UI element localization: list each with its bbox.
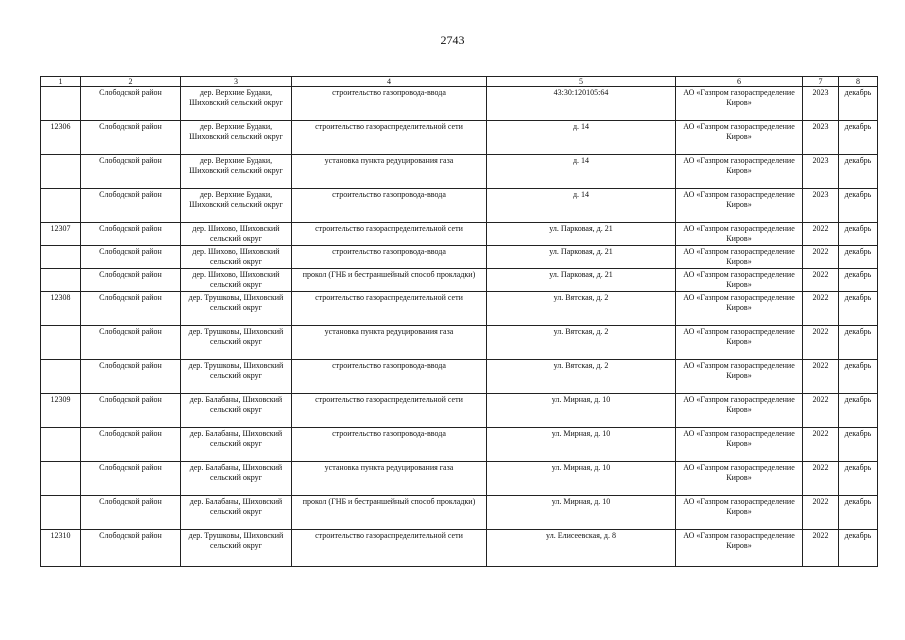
- district-cell: Слободской район: [81, 360, 181, 394]
- address-cell: ул. Парковая, д. 21: [487, 246, 676, 269]
- year-cell: 2022: [803, 394, 839, 428]
- table-row: [41, 360, 878, 394]
- organization-cell: АО «Газпром газораспределение Киров»: [676, 292, 803, 326]
- row-number-cell: 12310: [41, 530, 81, 567]
- work-type-cell: установка пункта редуцирования газа: [292, 462, 487, 496]
- row-number-cell: [41, 326, 81, 360]
- district-cell: Слободской район: [81, 496, 181, 530]
- month-cell: декабрь: [839, 394, 878, 428]
- table-row: [41, 428, 878, 462]
- year-cell: 2022: [803, 428, 839, 462]
- table-row: [41, 223, 878, 246]
- district-cell: Слободской район: [81, 292, 181, 326]
- year-cell: 2022: [803, 360, 839, 394]
- header-cell-7: 7: [803, 77, 839, 87]
- work-type-cell: строительство газораспределительной сети: [292, 394, 487, 428]
- district-cell: Слободской район: [81, 121, 181, 155]
- table-row: [41, 292, 878, 326]
- table-row: [41, 155, 878, 189]
- month-cell: декабрь: [839, 87, 878, 121]
- settlement-cell: дер. Трушковы, Шиховский сельский округ: [181, 292, 292, 326]
- year-cell: 2022: [803, 462, 839, 496]
- month-cell: декабрь: [839, 360, 878, 394]
- table-row: [41, 496, 878, 530]
- row-number-cell: 12307: [41, 223, 81, 246]
- work-type-cell: строительство газопровода-ввода: [292, 189, 487, 223]
- work-type-cell: строительство газопровода-ввода: [292, 246, 487, 269]
- month-cell: декабрь: [839, 428, 878, 462]
- month-cell: декабрь: [839, 223, 878, 246]
- header-cell-1: 1: [41, 77, 81, 87]
- month-cell: декабрь: [839, 269, 878, 292]
- table-row: [41, 121, 878, 155]
- year-cell: 2023: [803, 189, 839, 223]
- row-number-cell: [41, 496, 81, 530]
- year-cell: 2022: [803, 326, 839, 360]
- row-number-cell: 12308: [41, 292, 81, 326]
- month-cell: декабрь: [839, 246, 878, 269]
- year-cell: 2023: [803, 155, 839, 189]
- table-row: [41, 462, 878, 496]
- district-cell: Слободской район: [81, 155, 181, 189]
- address-cell: ул. Вятская, д. 2: [487, 326, 676, 360]
- work-type-cell: установка пункта редуцирования газа: [292, 326, 487, 360]
- district-cell: Слободской район: [81, 223, 181, 246]
- organization-cell: АО «Газпром газораспределение Киров»: [676, 121, 803, 155]
- address-cell: ул. Мирная, д. 10: [487, 496, 676, 530]
- settlement-cell: дер. Верхние Будаки, Шиховский сельский округ: [181, 155, 292, 189]
- organization-cell: АО «Газпром газораспределение Киров»: [676, 394, 803, 428]
- settlement-cell: дер. Шихово, Шиховский сельский округ: [181, 223, 292, 246]
- district-cell: Слободской район: [81, 326, 181, 360]
- data-table: [40, 76, 878, 567]
- settlement-cell: дер. Верхние Будаки, Шиховский сельский округ: [181, 87, 292, 121]
- table-row: [41, 530, 878, 567]
- settlement-cell: дер. Трушковы, Шиховский сельский округ: [181, 360, 292, 394]
- organization-cell: АО «Газпром газораспределение Киров»: [676, 326, 803, 360]
- work-type-cell: строительство газораспределительной сети: [292, 292, 487, 326]
- table-header-row: [41, 77, 878, 87]
- work-type-cell: прокол (ГНБ и бестраншейный способ прокладки): [292, 496, 487, 530]
- district-cell: Слободской район: [81, 428, 181, 462]
- table-row: [41, 326, 878, 360]
- work-type-cell: строительство газопровода-ввода: [292, 360, 487, 394]
- month-cell: декабрь: [839, 292, 878, 326]
- address-cell: ул. Вятская, д. 2: [487, 292, 676, 326]
- header-cell-8: 8: [839, 77, 878, 87]
- address-cell: д. 14: [487, 155, 676, 189]
- organization-cell: АО «Газпром газораспределение Киров»: [676, 462, 803, 496]
- row-number-cell: [41, 155, 81, 189]
- organization-cell: АО «Газпром газораспределение Киров»: [676, 246, 803, 269]
- address-cell: д. 14: [487, 121, 676, 155]
- settlement-cell: дер. Балабаны, Шиховский сельский округ: [181, 462, 292, 496]
- year-cell: 2022: [803, 530, 839, 567]
- row-number-cell: 12306: [41, 121, 81, 155]
- row-number-cell: [41, 428, 81, 462]
- settlement-cell: дер. Трушковы, Шиховский сельский округ: [181, 530, 292, 567]
- address-cell: 43:30:120105:64: [487, 87, 676, 121]
- header-cell-3: 3: [181, 77, 292, 87]
- work-type-cell: строительство газопровода-ввода: [292, 428, 487, 462]
- district-cell: Слободской район: [81, 87, 181, 121]
- settlement-cell: дер. Балабаны, Шиховский сельский округ: [181, 394, 292, 428]
- organization-cell: АО «Газпром газораспределение Киров»: [676, 223, 803, 246]
- organization-cell: АО «Газпром газораспределение Киров»: [676, 428, 803, 462]
- year-cell: 2023: [803, 87, 839, 121]
- organization-cell: АО «Газпром газораспределение Киров»: [676, 530, 803, 567]
- address-cell: ул. Елисеевская, д. 8: [487, 530, 676, 567]
- settlement-cell: дер. Трушковы, Шиховский сельский округ: [181, 326, 292, 360]
- table-row: [41, 394, 878, 428]
- row-number-cell: [41, 462, 81, 496]
- row-number-cell: [41, 246, 81, 269]
- month-cell: декабрь: [839, 530, 878, 567]
- address-cell: ул. Парковая, д. 21: [487, 223, 676, 246]
- address-cell: ул. Мирная, д. 10: [487, 394, 676, 428]
- organization-cell: АО «Газпром газораспределение Киров»: [676, 87, 803, 121]
- district-cell: Слободской район: [81, 394, 181, 428]
- year-cell: 2022: [803, 496, 839, 530]
- table-row: [41, 87, 878, 121]
- address-cell: ул. Мирная, д. 10: [487, 428, 676, 462]
- settlement-cell: дер. Балабаны, Шиховский сельский округ: [181, 428, 292, 462]
- month-cell: декабрь: [839, 155, 878, 189]
- header-cell-6: 6: [676, 77, 803, 87]
- month-cell: декабрь: [839, 496, 878, 530]
- year-cell: 2022: [803, 246, 839, 269]
- district-cell: Слободской район: [81, 189, 181, 223]
- year-cell: 2022: [803, 269, 839, 292]
- work-type-cell: строительство газопровода-ввода: [292, 87, 487, 121]
- address-cell: ул. Вятская, д. 2: [487, 360, 676, 394]
- year-cell: 2022: [803, 223, 839, 246]
- work-type-cell: установка пункта редуцирования газа: [292, 155, 487, 189]
- row-number-cell: 12309: [41, 394, 81, 428]
- organization-cell: АО «Газпром газораспределение Киров»: [676, 269, 803, 292]
- table-row: [41, 269, 878, 292]
- organization-cell: АО «Газпром газораспределение Киров»: [676, 360, 803, 394]
- settlement-cell: дер. Верхние Будаки, Шиховский сельский округ: [181, 121, 292, 155]
- year-cell: 2022: [803, 292, 839, 326]
- header-cell-5: 5: [487, 77, 676, 87]
- month-cell: декабрь: [839, 189, 878, 223]
- district-cell: Слободской район: [81, 530, 181, 567]
- settlement-cell: дер. Шихово, Шиховский сельский округ: [181, 246, 292, 269]
- address-cell: ул. Парковая, д. 21: [487, 269, 676, 292]
- settlement-cell: дер. Верхние Будаки, Шиховский сельский округ: [181, 189, 292, 223]
- row-number-cell: [41, 189, 81, 223]
- organization-cell: АО «Газпром газораспределение Киров»: [676, 189, 803, 223]
- table-row: [41, 189, 878, 223]
- district-cell: Слободской район: [81, 462, 181, 496]
- settlement-cell: дер. Шихово, Шиховский сельский округ: [181, 269, 292, 292]
- month-cell: декабрь: [839, 326, 878, 360]
- row-number-cell: [41, 360, 81, 394]
- district-cell: Слободской район: [81, 246, 181, 269]
- table-row: [41, 246, 878, 269]
- header-cell-4: 4: [292, 77, 487, 87]
- header-cell-2: 2: [81, 77, 181, 87]
- month-cell: декабрь: [839, 121, 878, 155]
- year-cell: 2023: [803, 121, 839, 155]
- table-body: [41, 77, 878, 567]
- row-number-cell: [41, 269, 81, 292]
- settlement-cell: дер. Балабаны, Шиховский сельский округ: [181, 496, 292, 530]
- work-type-cell: строительство газораспределительной сети: [292, 121, 487, 155]
- row-number-cell: [41, 87, 81, 121]
- district-cell: Слободской район: [81, 269, 181, 292]
- address-cell: д. 14: [487, 189, 676, 223]
- work-type-cell: строительство газораспределительной сети: [292, 223, 487, 246]
- organization-cell: АО «Газпром газораспределение Киров»: [676, 496, 803, 530]
- work-type-cell: прокол (ГНБ и бестраншейный способ прокладки): [292, 269, 487, 292]
- organization-cell: АО «Газпром газораспределение Киров»: [676, 155, 803, 189]
- address-cell: ул. Мирная, д. 10: [487, 462, 676, 496]
- page-number: 2743: [440, 33, 465, 47]
- month-cell: декабрь: [839, 462, 878, 496]
- work-type-cell: строительство газораспределительной сети: [292, 530, 487, 567]
